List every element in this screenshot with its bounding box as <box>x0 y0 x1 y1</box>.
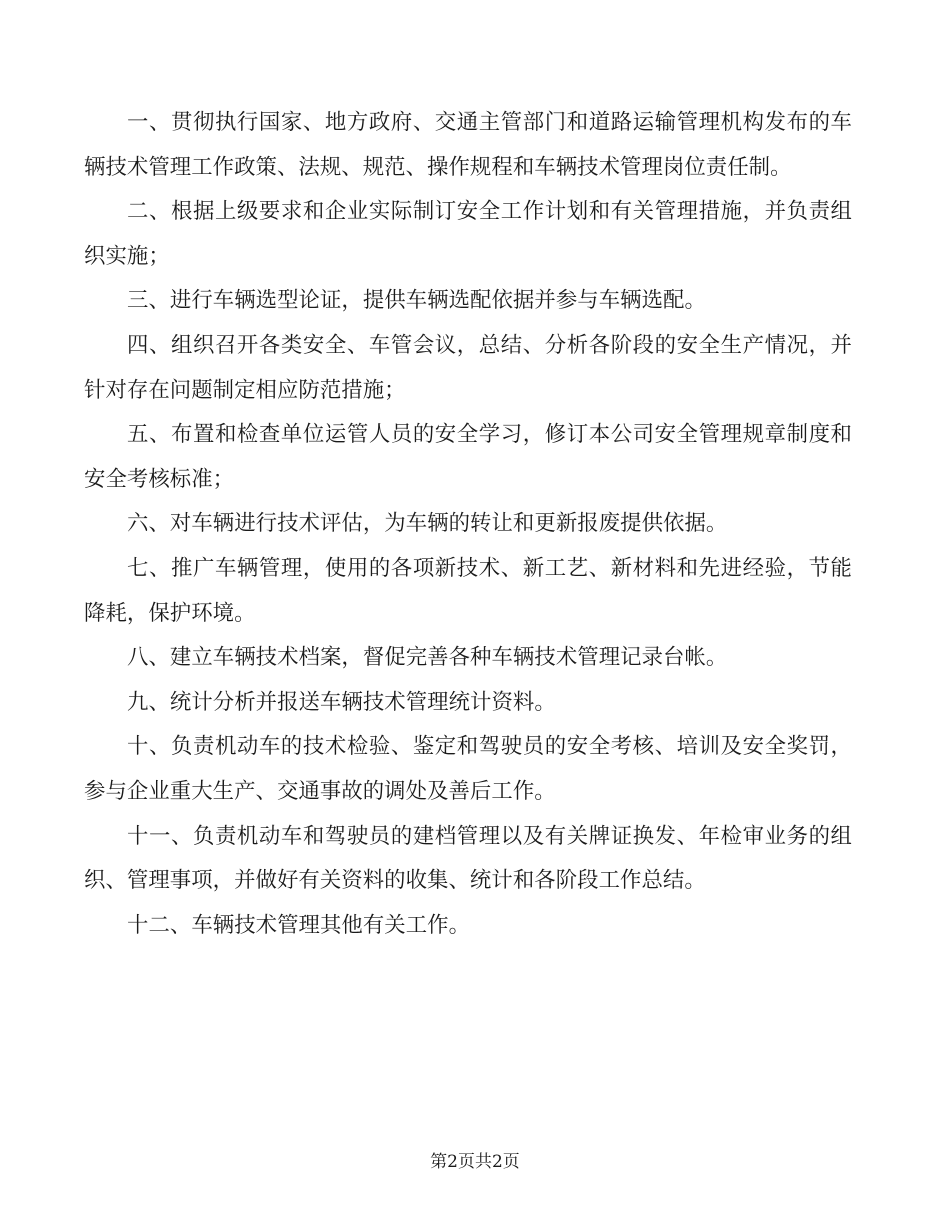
paragraph-9: 九、统计分析并报送车辆技术管理统计资料。 <box>127 689 556 715</box>
paragraph-1: 一、贯彻执行国家、地方政府、交通主管部门和道路运输管理机构发布的车辆技术管理工作政策、法规、规范、操作规程和车辆技术管理岗位责任制。 <box>84 110 852 180</box>
paragraph-10: 十、负责机动车的技术检验、鉴定和驾驶员的安全考核、培训及安全奖罚，参与企业重大生产、交通事故的调处及善后工作。 <box>84 734 852 804</box>
page-number-footer: 第2页共2页 <box>430 1152 520 1172</box>
paragraph-7: 七、推广车辆管理，使用的各项新技术、新工艺、新材料和先进经验，节能降耗，保护环境。 <box>84 555 852 626</box>
document-body <box>84 101 852 948</box>
paragraph-3: 三、进行车辆选型论证，提供车辆选配依据并参与车辆选配。 <box>127 288 706 314</box>
paragraph-6: 六、对车辆进行技术评估，为车辆的转让和更新报废提供依据。 <box>127 511 728 537</box>
paragraph-12: 十二、车辆技术管理其他有关工作。 <box>127 912 471 938</box>
paragraph-11: 十一、负责机动车和驾驶员的建档管理以及有关牌证换发、年检审业务的组织、管理事项，并做好有关资料的收集、统计和各阶段工作总结。 <box>84 823 852 894</box>
paragraph-5: 五、布置和检查单位运管人员的安全学习，修订本公司安全管理规章制度和安全考核标准； <box>84 422 852 492</box>
paragraph-2: 二、根据上级要求和企业实际制订安全工作计划和有关管理措施，并负责组织实施； <box>84 199 852 269</box>
paragraph-8: 八、建立车辆技术档案，督促完善各种车辆技术管理记录台帐。 <box>127 645 728 671</box>
paragraph-4: 四、组织召开各类安全、车管会议，总结、分析各阶段的安全生产情况，并针对存在问题制定相应防范措施； <box>84 332 852 403</box>
